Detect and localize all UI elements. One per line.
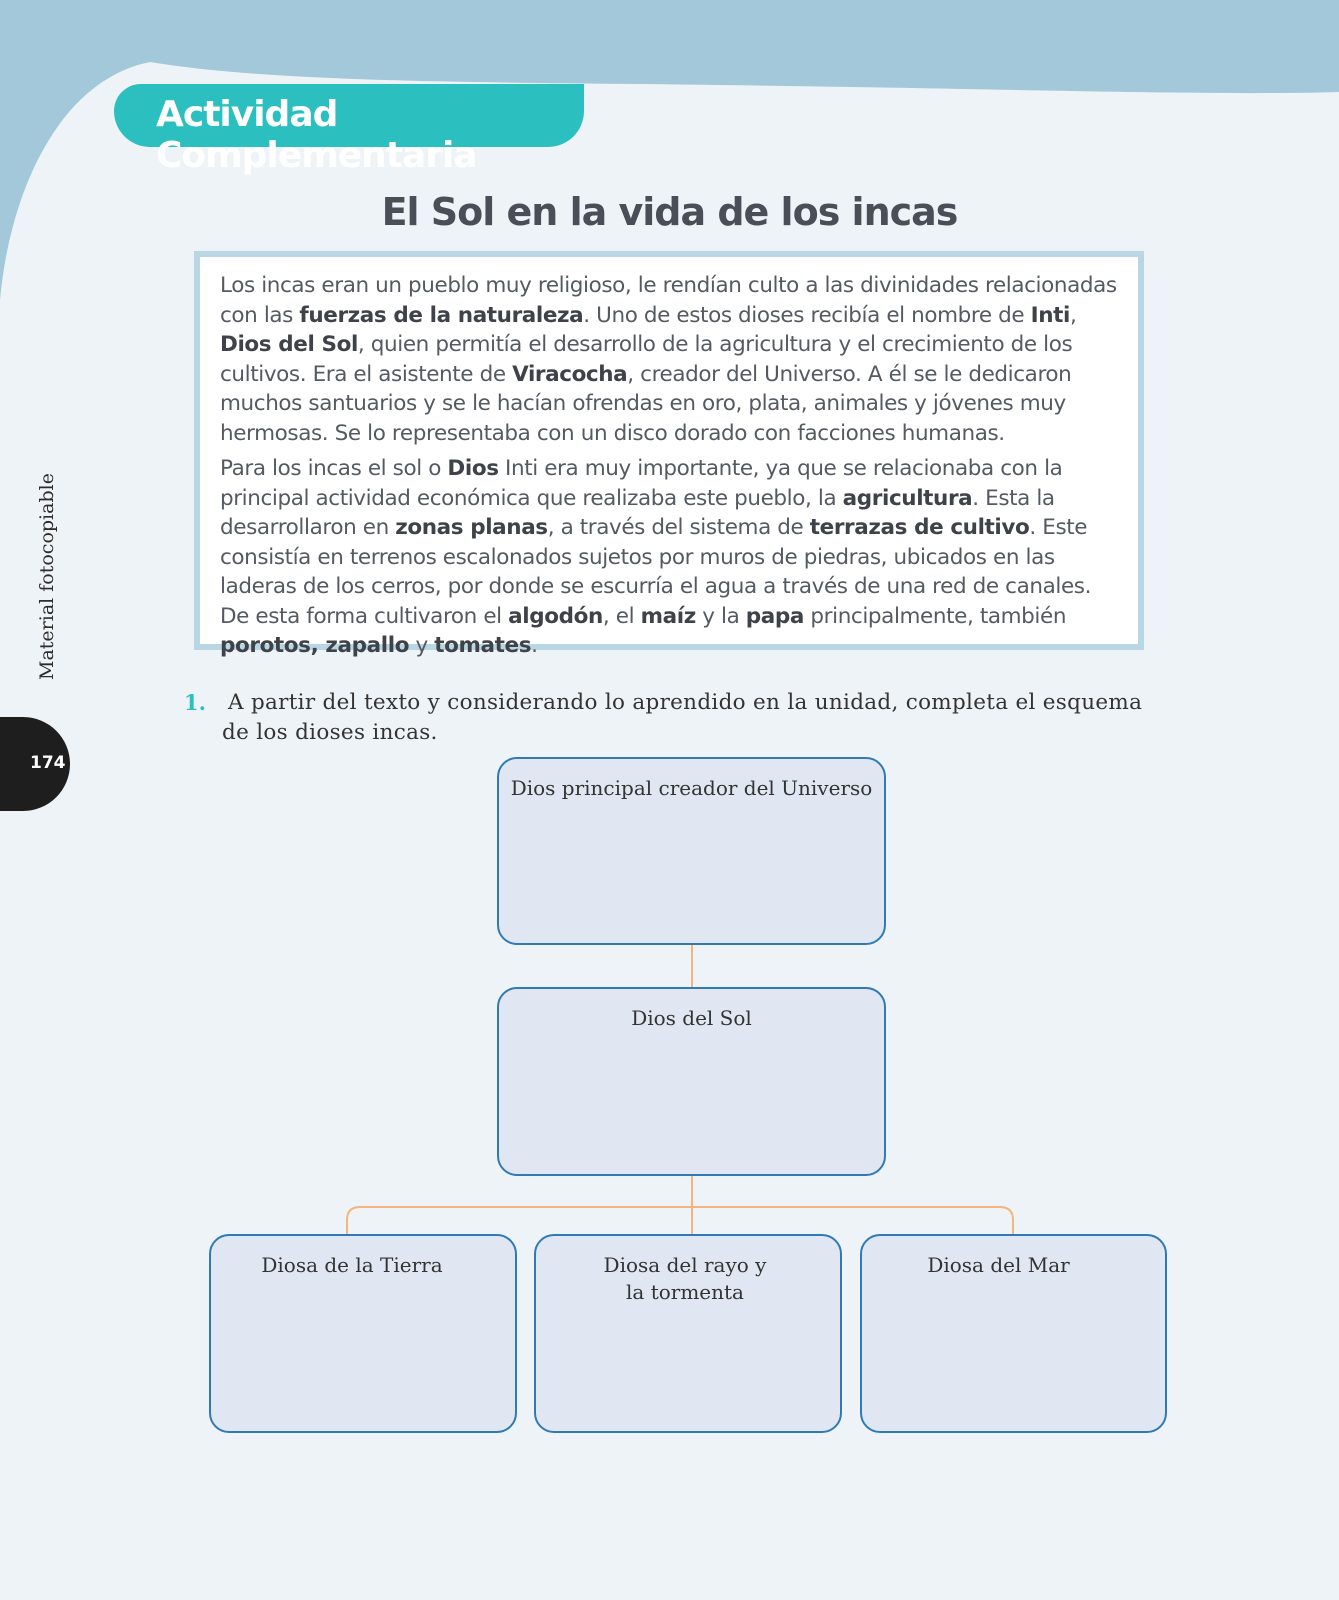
diagram-label-center: Diosa del rayo y la tormenta <box>603 1253 767 1304</box>
diagram-label-top: Dios principal creador del Universo <box>510 776 873 800</box>
bold-text: Dios <box>447 456 499 481</box>
connector-branch <box>347 1207 1013 1236</box>
body-text: , quien permitía el desarrollo de la agricultura y el crecimiento de los cultivos. Era el asistente de <box>220 332 1073 387</box>
question-number: 1. <box>184 690 206 715</box>
body-text: Los incas eran un pueblo muy religioso, le rendían culto a las divinidades relacionadas con las <box>220 273 1117 328</box>
body-text: , el <box>602 603 641 629</box>
bold-text: Viracocha <box>512 361 628 387</box>
bold-text: Inti <box>1030 302 1071 328</box>
diagram-box-center[interactable] <box>534 1234 842 1433</box>
page-title: El Sol en la vida de los incas <box>381 190 958 234</box>
body-text: . Esta la desarrollaron en <box>220 485 1055 540</box>
bold-text: maíz <box>640 603 696 629</box>
diagram-box-middle[interactable] <box>497 987 886 1176</box>
body-text: y la <box>695 603 746 629</box>
bold-text: Dios del Sol <box>220 332 358 357</box>
body-text: . Uno de estos dioses recibía el nombre de <box>583 302 1031 328</box>
body-text: Inti era muy importante, ya que se relacionaba con la principal actividad económica que realizaba este pueblo, la <box>220 456 1063 511</box>
body-text: , <box>1070 302 1077 328</box>
banner-title: Actividad Complementaria <box>156 94 477 176</box>
diagram-label-left: Diosa de la Tierra <box>261 1253 443 1277</box>
body-text: . Este consistía en terrenos escalonados sujetos por muros de piedras, ubicados en las laderas de los cerros, por donde se escurría el agua a través de una red de canales. De esta forma cultivaron el <box>220 515 1092 629</box>
bold-text: zonas planas <box>395 515 548 540</box>
body-text: , a través del sistema de <box>547 515 810 540</box>
body-text: y <box>409 633 435 658</box>
bold-text: tomates <box>434 633 532 658</box>
diagram-label-right: Diosa del Mar <box>927 1253 1070 1277</box>
bold-text: fuerzas de la naturaleza <box>299 302 584 328</box>
bold-text: algodón <box>508 603 603 629</box>
bold-text: agricultura <box>842 485 973 511</box>
diagram-box-left[interactable] <box>209 1234 517 1433</box>
body-text: principalmente, también <box>804 603 1067 629</box>
page-number: 174 <box>30 753 66 773</box>
side-label: Material fotocopiable <box>36 473 58 680</box>
body-text: . <box>531 633 538 658</box>
bold-text: papa <box>745 603 804 629</box>
body-text: , creador del Universo. A él se le dedicaron muchos santuarios y se le hacían ofrendas en oro, plata, animales y jóvenes muy hermosas. Se lo representaba con un disco dorado con facciones humanas. <box>220 361 1072 446</box>
diagram-label-middle: Dios del Sol <box>631 1006 752 1030</box>
question-text: A partir del texto y considerando lo aprendido en la unidad, completa el esquema de los dioses incas. <box>222 690 1143 745</box>
bold-text: porotos, zapallo <box>220 633 410 658</box>
body-text: Para los incas el sol o <box>220 456 448 481</box>
diagram-box-right[interactable] <box>860 1234 1167 1433</box>
bold-text: terrazas de cultivo <box>809 515 1030 540</box>
diagram-box-top[interactable] <box>497 757 886 945</box>
